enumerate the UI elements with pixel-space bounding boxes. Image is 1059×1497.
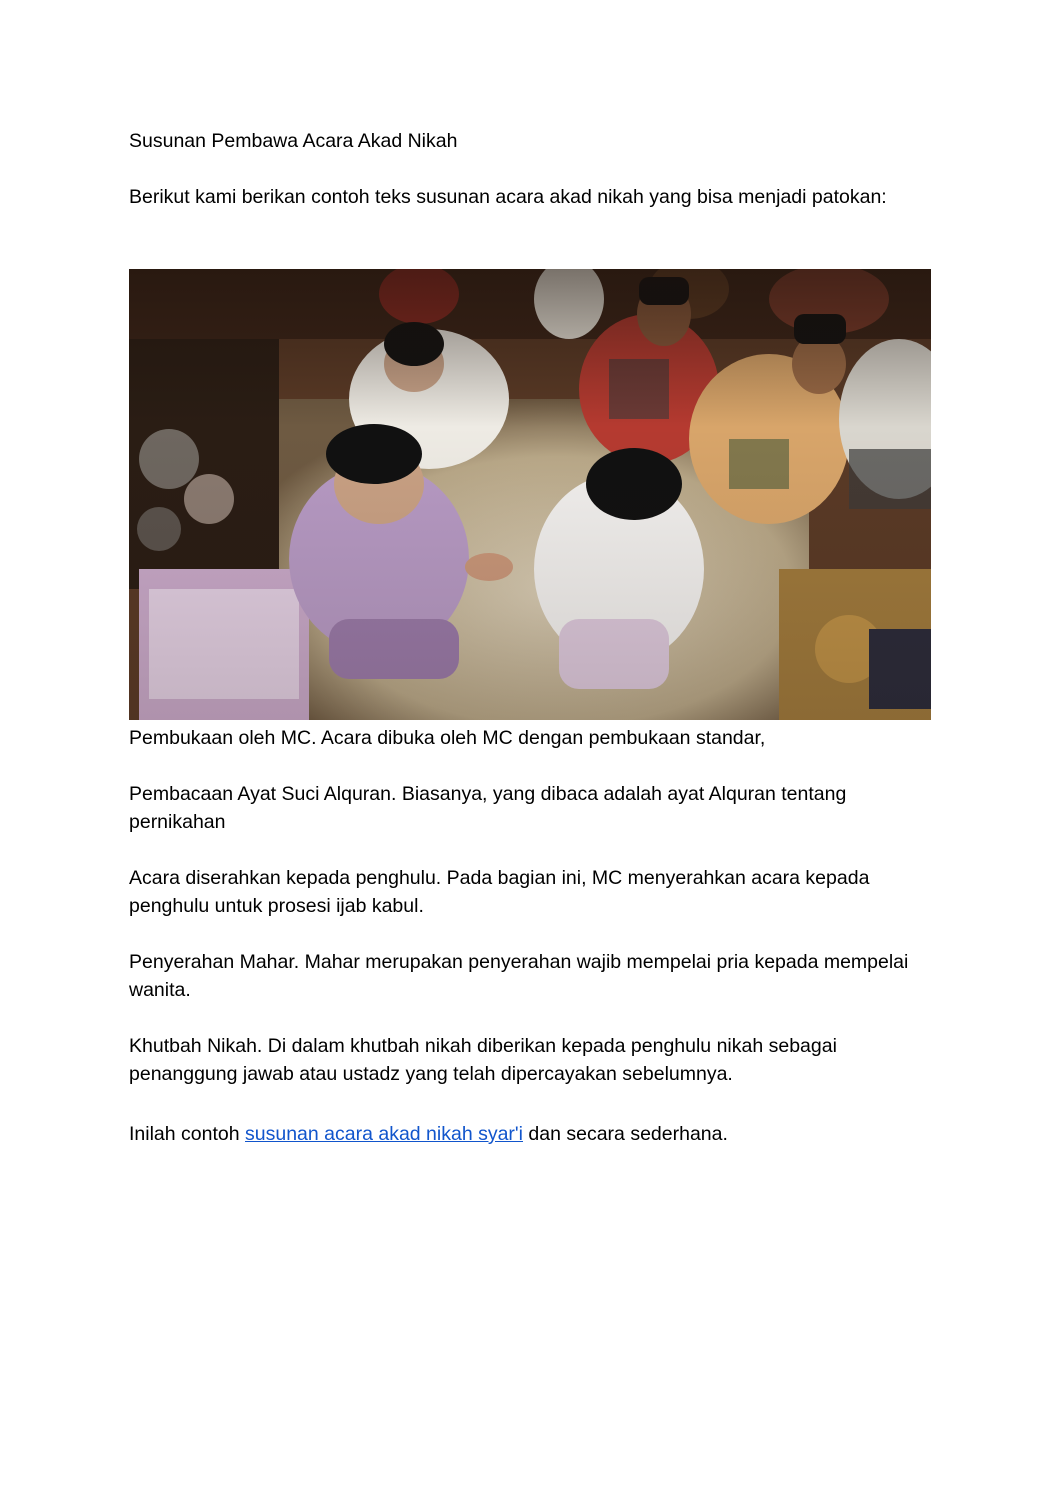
paragraph-pembukaan: Pembukaan oleh MC. Acara dibuka oleh MC dengan pembukaan standar, bbox=[129, 727, 766, 749]
closing-prefix: Inilah contoh bbox=[129, 1123, 246, 1145]
paragraph-pembacaan-alquran: Pembacaan Ayat Suci Alquran. Biasanya, yang dibaca adalah ayat Alquran tentang pernikahan bbox=[129, 783, 847, 833]
closing-suffix: dan secara sederhana. bbox=[523, 1123, 728, 1145]
akad-nikah-photo bbox=[129, 269, 931, 720]
intro-paragraph: Berikut kami berikan contoh teks susunan acara akad nikah yang bisa menjadi patokan: bbox=[129, 186, 887, 208]
susunan-acara-link[interactable]: susunan acara akad nikah syar'i bbox=[245, 1123, 523, 1145]
closing-paragraph bbox=[129, 1120, 929, 1148]
paragraph-khutbah: Khutbah Nikah. Di dalam khutbah nikah diberikan kepada penghulu nikah sebagai penanggung jawab atau ustadz yang telah dipercayakan sebelumnya. bbox=[129, 1035, 837, 1085]
paragraph-penghulu: Acara diserahkan kepada penghulu. Pada bagian ini, MC menyerahkan acara kepada penghulu untuk prosesi ijab kabul. bbox=[129, 867, 870, 917]
document-title: Susunan Pembawa Acara Akad Nikah bbox=[129, 130, 458, 152]
paragraph-mahar: Penyerahan Mahar. Mahar merupakan penyerahan wajib mempelai pria kepada mempelai wanita. bbox=[129, 951, 909, 1001]
